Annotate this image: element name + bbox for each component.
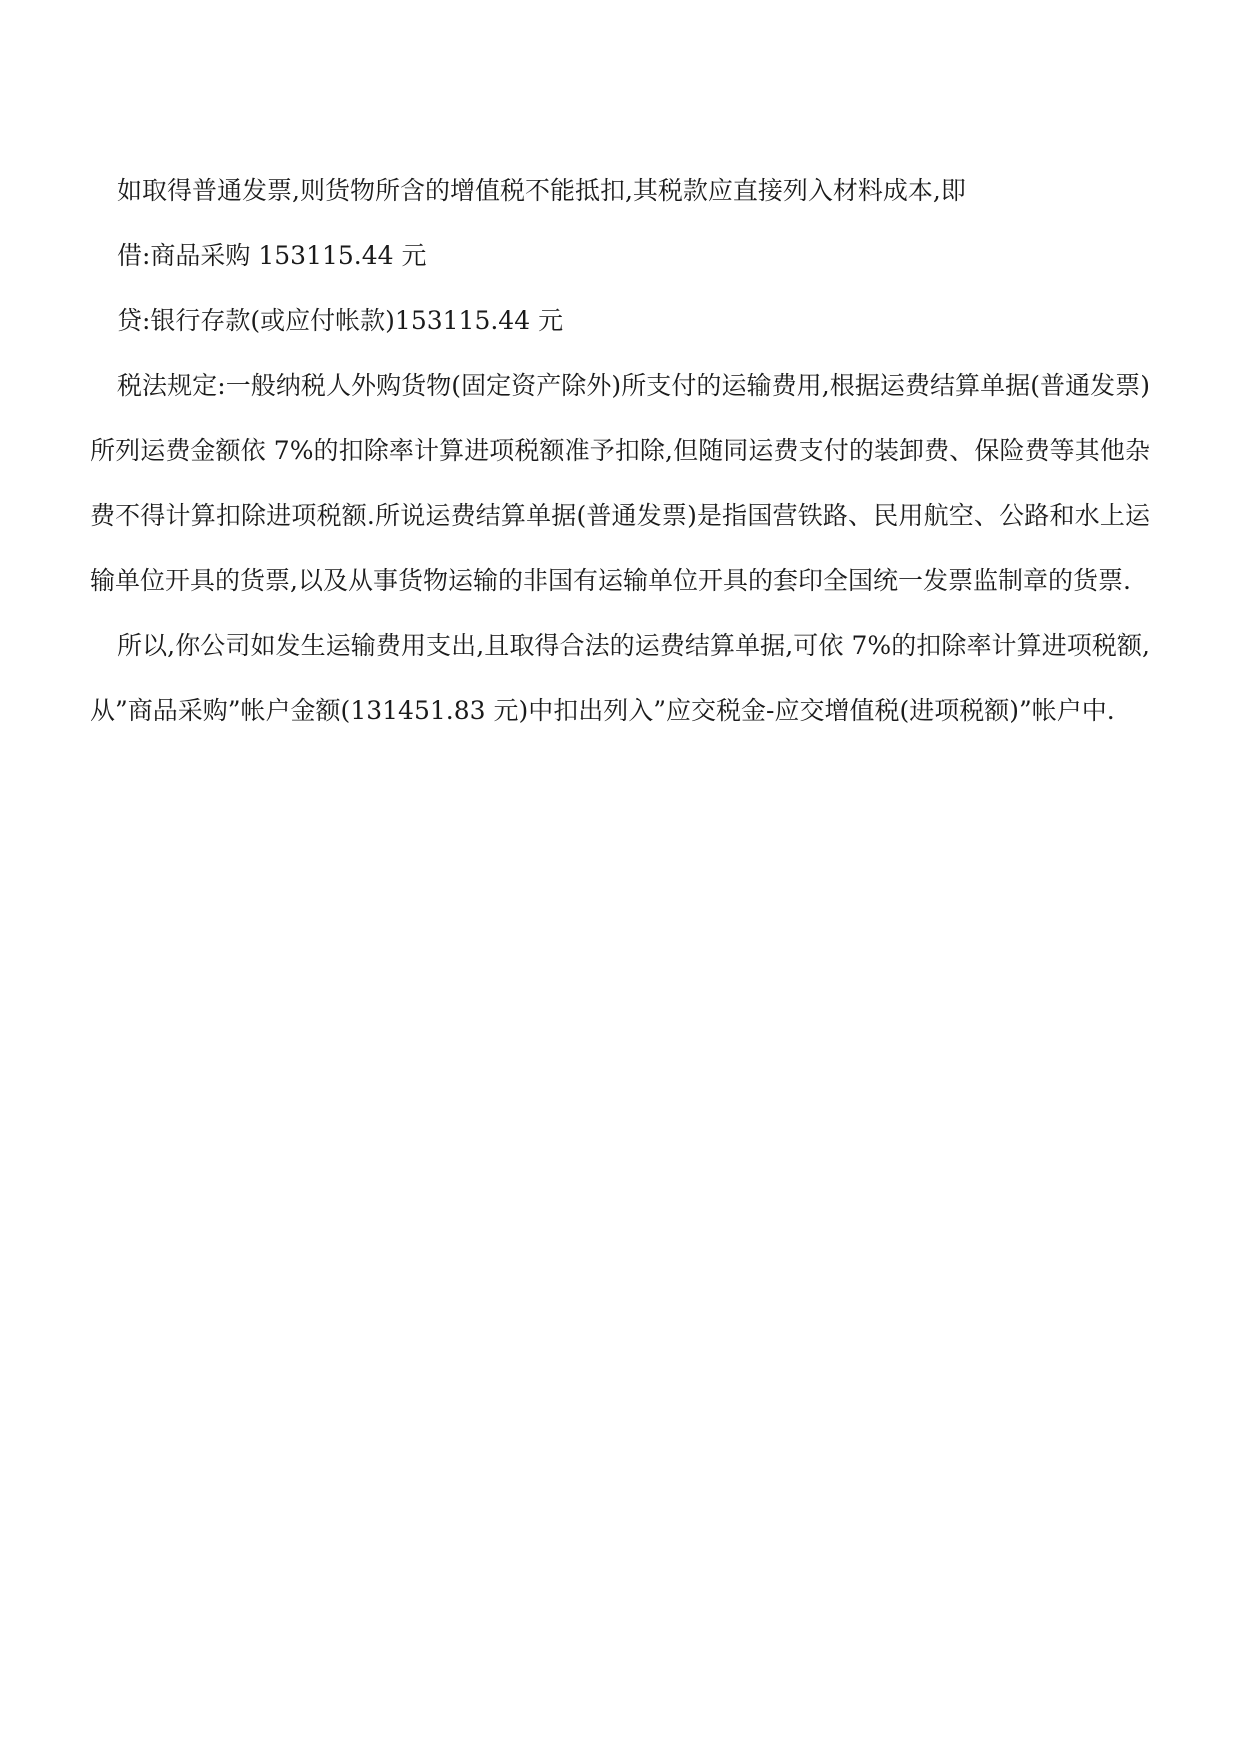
paragraph-conclusion: 所以,你公司如发生运输费用支出,且取得合法的运费结算单据,可依 7%的扣除率计算进项税额,从”商品采购”帐户金额(131451.83 元)中扣出列入”应交税金-应交增值税(进项税额)”帐户中.	[90, 631, 1150, 725]
paragraph-credit-entry: 贷:银行存款(或应付帐款)153115.44 元	[117, 306, 564, 335]
paragraph-ordinary-invoice: 如取得普通发票,则货物所含的增值税不能抵扣,其税款应直接列入材料成本,即	[117, 176, 966, 205]
paragraph-debit-entry: 借:商品采购 153115.44 元	[117, 241, 427, 270]
paragraph-tax-law-provision: 税法规定:一般纳税人外购货物(固定资产除外)所支付的运输费用,根据运费结算单据(普通发票)所列运费金额依 7%的扣除率计算进项税额准予扣除,但随同运费支付的装卸费、保险费等其他杂费不得计算扣除进项税额.所说运费结算单据(普通发票)是指国营铁路、民用航空、公路和水上运输单位开具的货票,以及从事货物运输的非国有运输单位开具的套印全国统一发票监制章的货票.	[90, 371, 1150, 595]
document-body	[90, 158, 1150, 743]
